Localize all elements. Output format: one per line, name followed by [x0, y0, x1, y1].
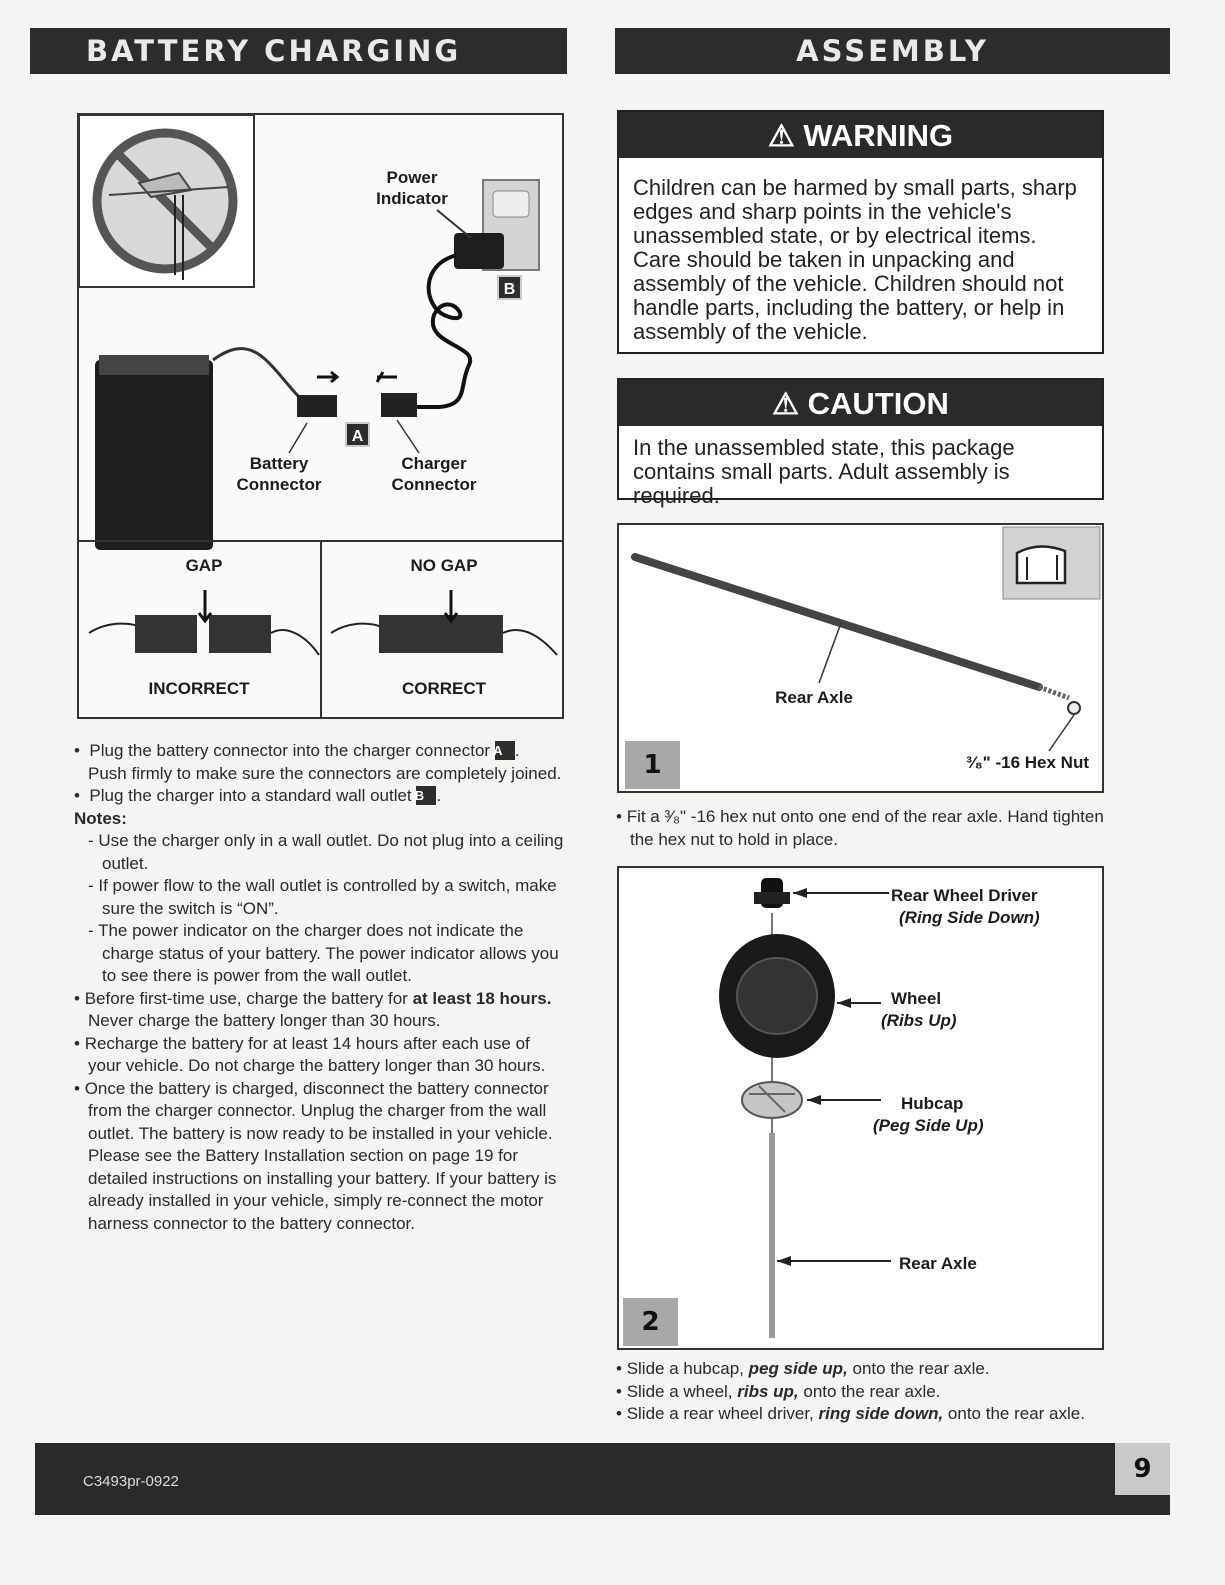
- charger-connector-label: Charger Connector: [391, 454, 477, 494]
- warning-triangle-icon: ⚠: [772, 388, 800, 421]
- note-power-indicator: - The power indicator on the charger does not indicate the charge status of your battery. The power indicator allows you to see there is power from the wall outlet.: [88, 921, 559, 985]
- hex-nut-icon: [1003, 527, 1100, 599]
- page-number: 9: [1133, 1454, 1152, 1484]
- bullet-plug-connector: • Plug the battery connector into the charger connector A . Push firmly to make sure the connectors are completely joined.: [74, 741, 562, 783]
- section-header-assembly: [615, 28, 1170, 74]
- wheel-label: Wheel: [891, 989, 942, 1008]
- wheel-assembly-illustration: [619, 868, 1102, 1348]
- incorrect-label: INCORRECT: [148, 679, 250, 698]
- hex-nut-label: ³⁄₈" -16 Hex Nut: [966, 753, 1089, 772]
- bullet-fit-hex-nut: • Fit a ³⁄₈" -16 hex nut onto one end of the rear axle. Hand tighten the hex nut to hold in place.: [616, 807, 1104, 849]
- inline-badge-a: A: [495, 741, 515, 760]
- warning-triangle-icon: ⚠: [767, 120, 795, 153]
- step2-figure: [617, 866, 1104, 1350]
- page-number-box: [1115, 1443, 1170, 1495]
- no-gap-connector-icon: [331, 590, 557, 655]
- charging-illustration: [79, 115, 562, 717]
- caution-header: [619, 380, 1102, 426]
- document-code: C3493pr-0922: [83, 1473, 179, 1490]
- no-gap-label: NO GAP: [410, 556, 478, 575]
- charging-figure: [77, 113, 564, 719]
- bullet-disconnect: • Once the battery is charged, disconnect the battery connector from the charger connector. Unplug the charger from the wall outlet. The battery is now ready to be installed in your vehicle. Please see the Battery Installation section on page 19 for detailed instructions on installing your battery. If your battery is already installed in your vehicle, simply re-connect the motor harness connector to the battery connector.: [74, 1078, 557, 1233]
- gap-connector-icon: [89, 590, 319, 655]
- rear-axle-label-2: Rear Axle: [899, 1254, 977, 1273]
- hubcap-label: Hubcap: [901, 1094, 964, 1113]
- warning-text: Children can be harmed by small parts, sharp edges and sharp points in the vehicle's unassembled state, or by electrical items. Care should be taken in unpacking and assembly of the vehicle. Children should not handle parts, including the battery, or help in assembly of the vehicle.: [633, 175, 1077, 344]
- step2-instructions: [616, 1358, 1106, 1426]
- rear-wheel-driver-icon: [754, 878, 790, 908]
- note-switch: - If power flow to the wall outlet is controlled by a switch, make sure the switch is “ON”.: [88, 876, 557, 918]
- rear-wheel-driver-sub: (Ring Side Down): [899, 908, 1040, 927]
- step1-figure: [617, 523, 1104, 793]
- section-header-battery-charging: [30, 28, 567, 74]
- note-ceiling-outlet: - Use the charger only in a wall outlet. Do not plug into a ceiling outlet.: [88, 831, 564, 873]
- power-indicator-label: Power Indicator: [376, 168, 448, 208]
- bullet-recharge: • Recharge the battery for at least 14 hours after each use of your vehicle. Do not charge the battery longer than 30 hours.: [74, 1033, 546, 1075]
- rear-axle-label: Rear Axle: [775, 688, 853, 707]
- section-title: ASSEMBLY: [796, 34, 989, 68]
- page-footer: [35, 1443, 1170, 1515]
- wheel-icon: [719, 934, 835, 1058]
- bullet-slide-hubcap: • Slide a hubcap, peg side up, onto the rear axle.: [616, 1359, 990, 1378]
- rear-wheel-driver-label: Rear Wheel Driver: [891, 886, 1038, 905]
- bullet-slide-driver: • Slide a rear wheel driver, ring side down, onto the rear axle.: [616, 1404, 1085, 1423]
- inline-badge-b: B: [416, 786, 436, 805]
- step1-instructions: [616, 806, 1106, 851]
- warning-title: WARNING: [803, 118, 954, 153]
- hubcap-sub: (Peg Side Up): [873, 1116, 984, 1135]
- badge-a: A: [345, 422, 370, 447]
- step-number-1: 1: [625, 741, 680, 789]
- caution-title: CAUTION: [807, 386, 949, 421]
- caution-text: In the unassembled state, this package contains small parts. Adult assembly is required.: [633, 435, 1015, 508]
- warning-header: [619, 112, 1102, 158]
- caution-box: [617, 378, 1104, 508]
- gap-label: GAP: [185, 556, 223, 575]
- correct-label: CORRECT: [401, 679, 487, 698]
- notes-heading: Notes:: [74, 808, 127, 828]
- wheel-sub: (Ribs Up): [881, 1011, 957, 1030]
- badge-b: B: [497, 275, 522, 300]
- warning-box: [617, 110, 1104, 354]
- bullet-first-time-charge: • Before first-time use, charge the battery for at least 18 hours. Never charge the battery longer than 30 hours.: [74, 988, 552, 1030]
- battery-connector-label: Battery Connector: [236, 454, 322, 494]
- bullet-slide-wheel: • Slide a wheel, ribs up, onto the rear axle.: [616, 1381, 941, 1401]
- section-title: BATTERY CHARGING: [86, 34, 462, 68]
- step-number-2: 2: [623, 1298, 678, 1346]
- battery-icon: [95, 355, 213, 550]
- charging-instructions: [74, 740, 564, 1235]
- bullet-plug-charger: • Plug the charger into a standard wall outlet B .: [74, 786, 442, 805]
- hubcap-icon: [742, 1082, 802, 1118]
